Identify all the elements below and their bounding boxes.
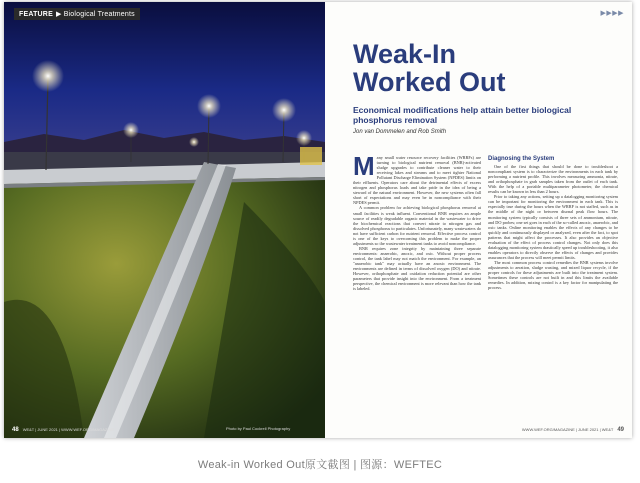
article-subtitle: Economical modifications help attain better biological phosphorus removal [353, 105, 572, 125]
article-page [325, 2, 632, 438]
paragraph: BNR requires zone integrity by maintaining three separate environments: anaerobic, anoxic, and oxic. Without proper process control, the tank label may not match the environment. For example, an "anaerobic tank" may actually have an anoxic environment. The environments are defined in terms of dissolved oxygen (DO) and nitrate. However, orthophosphate and oxidation reduction potential are other parameters that provide insight into the environment. From a treatment perspective, the chemical environment is more relevant than how the tank is labeled. [353, 245, 481, 292]
right-folio-text: WWW.WEF.ORG/MAGAZINE | JUNE 2021 | WE&T [521, 427, 614, 432]
title-line-2: Worked Out [353, 67, 506, 97]
feature-label: FEATURE [19, 11, 53, 18]
paragraph: One of the first things that should be done to troubleshoot a noncompliant system is to characterize the environments in each tank by performing a nutrient profile. This involves measuring ammonia, nitrate, and orthophosphate in grab samples taken from the outlet of each tank. With the help of a portable multiparameter photometer, the chemical results can be known in less than 2 hours. [488, 164, 618, 195]
right-page-number: 49 [617, 427, 624, 433]
left-folio [12, 427, 114, 433]
drop-cap: M [353, 151, 375, 181]
feature-topic: Biological Treatments [63, 11, 135, 18]
magazine-spread [4, 2, 632, 438]
left-page-number: 48 [12, 427, 19, 433]
right-folio [522, 427, 624, 433]
feature-section-tag [14, 8, 140, 20]
paragraph: A common problem for achieving biological phosphorus removal at small facilities is weak influent. Conventional BNR requires an ample source of readily degradable organic material in the wastewater to drive the biochemical reactions that convert nitrate to nitrogen gas and dissolved phosphorus to particulates. Unfortunately, many wastewaters do not have sufficient carbon for nutrient removal. Effective process control is one of the keys to overcoming this problem to make the proper adjustments so the wastewater treatment tanks to avoid noncompliance. [353, 205, 481, 246]
article-title [353, 40, 506, 96]
paragraph: Prior to taking any actions, setting up a datalogging monitoring system can be important for monitoring the environment in each tank. This is especially true during the hours when the WRRF is not staffed, such as in the middle of the night or between diurnal peak flow hours. The monitoring system typically consists of three sets of ammonium, nitrate, and DO probes; one set goes in each of the so-called anoxic, anaerobic, and oxic tanks. Online monitoring enables the effects of any changes to be quickly and continuously displayed or analyzed, even after the fact, to spot patterns that might affect the processes. It also provides an objective evaluation of the effect of process control changes. Not only does this datalogging monitoring system drastically speed up troubleshooting, it also enables operators to directly observe the effects of changes and provides assurances that the process will meet permit limits. [488, 194, 618, 260]
paragraph: any small water resource recovery facilities (WRRFs) are turning to biological nutrient removal (BNR)-activated sludge upgrades to contribute cleaner water to their receiving lakes and streams and to meet tighter National Pollutant Discharge Elimination System (NPDES) limits on their effluents. Operators care about the detrimental effects of excess nitrogen and phosphorus loads and take pride in the idea of being a steward of the natural environment. However, the new systems often fall short of expectations and may even be in noncompliance with their NPDES permit. [353, 155, 481, 206]
section-heading: Diagnosing the System [488, 156, 555, 162]
night-treatment-plant-image [4, 2, 325, 438]
clarifier-photo [4, 2, 325, 438]
article-column-1 [353, 151, 481, 292]
tag-arrow-icon: ▶ [55, 11, 62, 18]
photo-credit: Photo by Paul Cockrell Photography [226, 426, 291, 431]
article-column-2 [488, 157, 618, 290]
title-line-1: Weak-In [353, 39, 457, 69]
nav-arrows-icon: ▶▶▶▶ [600, 10, 624, 17]
paragraph: The most common process control remedies the BNR systems involve adjustments to aeration, sludge wasting, and mixed liquor recycle, if the proper controls for these adjustments are built into the treatment system. Sometimes these controls are not built in and this limits the available remedies. In addition, mixing control is a key factor for manipulating the process. [488, 259, 618, 291]
image-caption: Weak-in Worked Out原文截图 | 图源：WEFTEC [197, 459, 443, 471]
left-folio-text: WE&T | JUNE 2021 | WWW.WEF.ORG/MAGAZINE [22, 427, 115, 432]
article-byline: Jon van Dommelen and Rob Smith [353, 129, 447, 135]
